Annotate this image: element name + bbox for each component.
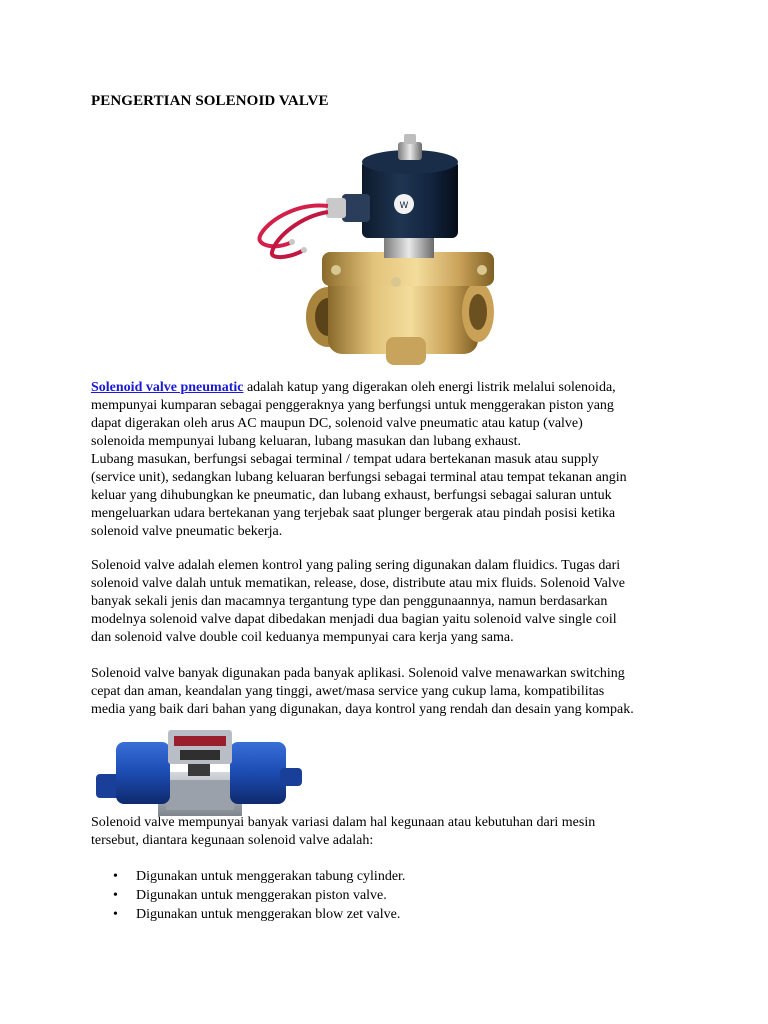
list-item-text: Digunakan untuk menggerakan tabung cylinder. <box>136 869 406 884</box>
paragraph-definition-text: adalah katup yang digerakan oleh energi listrik melalui solenoida, mempunyai kumparan sebagai penggeraknya yang berfungsi untuk menggerakan piston yang dapat digerakan oleh arus AC maupun DC, solenoid valve pneumatic atau katup (valve) solenoida mempunyai lubang keluaran, lubang masukan dan lubang exhaust. Lubang masukan, berfungsi sebagai terminal / tempat udara bertekanan masuk atau supply (service unit), sedangkan lubang keluaran berfungsi sebagai terminal atau tempat tekanan angin keluar yang dihubungkan ke pneumatic, dan lubang exhaust, berfungsi sebagai saluran untuk mengeluarkan udara bertekanan yang terjebak saat plunger bergerak atau pindah posisi ketika solenoid valve pneumatic bekerja. <box>91 380 627 539</box>
list-item-text: Digunakan untuk menggerakan piston valve. <box>136 888 387 903</box>
list-item <box>91 905 405 924</box>
directional-valve-image <box>88 724 310 820</box>
svg-text:W: W <box>399 201 409 211</box>
bullet-icon: • <box>113 869 118 884</box>
bullet-icon: • <box>113 907 118 922</box>
bullet-icon: • <box>113 888 118 903</box>
paragraph-control-element: Solenoid valve adalah elemen kontrol yang paling sering digunakan dalam fluidics. Tugas dari solenoid valve dalah untuk mematikan, release, dose, distribute atau mix fluids. Solenoid Valve banyak sekali jenis dan macamnya tergantung type dan penggunaannya, namun berdasarkan modelnya solenoid valve dapat dibedakan menjadi dua bagian yaitu solenoid valve single coil dan solenoid valve double coil keduanya mempunyai cara kerja yang sama. <box>91 558 625 645</box>
list-item-text: Digunakan untuk menggerakan blow zet valve. <box>136 907 401 922</box>
paragraph-uses-intro: Solenoid valve mempunyai banyak variasi dalam hal kegunaan atau kebutuhan dari mesin tersebut, diantara kegunaan solenoid valve adalah: <box>91 815 596 848</box>
solenoid-valve-image <box>246 132 510 372</box>
uses-list <box>91 867 405 924</box>
list-item <box>91 886 405 905</box>
paragraph-applications: Solenoid valve banyak digunakan pada banyak aplikasi. Solenoid valve menawarkan switching cepat dan aman, keandalan yang tinggi, awet/masa service yang cukup lama, kompatibilitas media yang baik dari bahan yang digunakan, daya kontrol yang rendah dan desain yang kompak. <box>91 666 634 717</box>
paragraph-definition <box>91 379 691 541</box>
list-item <box>91 867 405 886</box>
solenoid-valve-pneumatic-link[interactable]: Solenoid valve pneumatic <box>91 380 244 395</box>
page-title: PENGERTIAN SOLENOID VALVE <box>91 93 329 109</box>
